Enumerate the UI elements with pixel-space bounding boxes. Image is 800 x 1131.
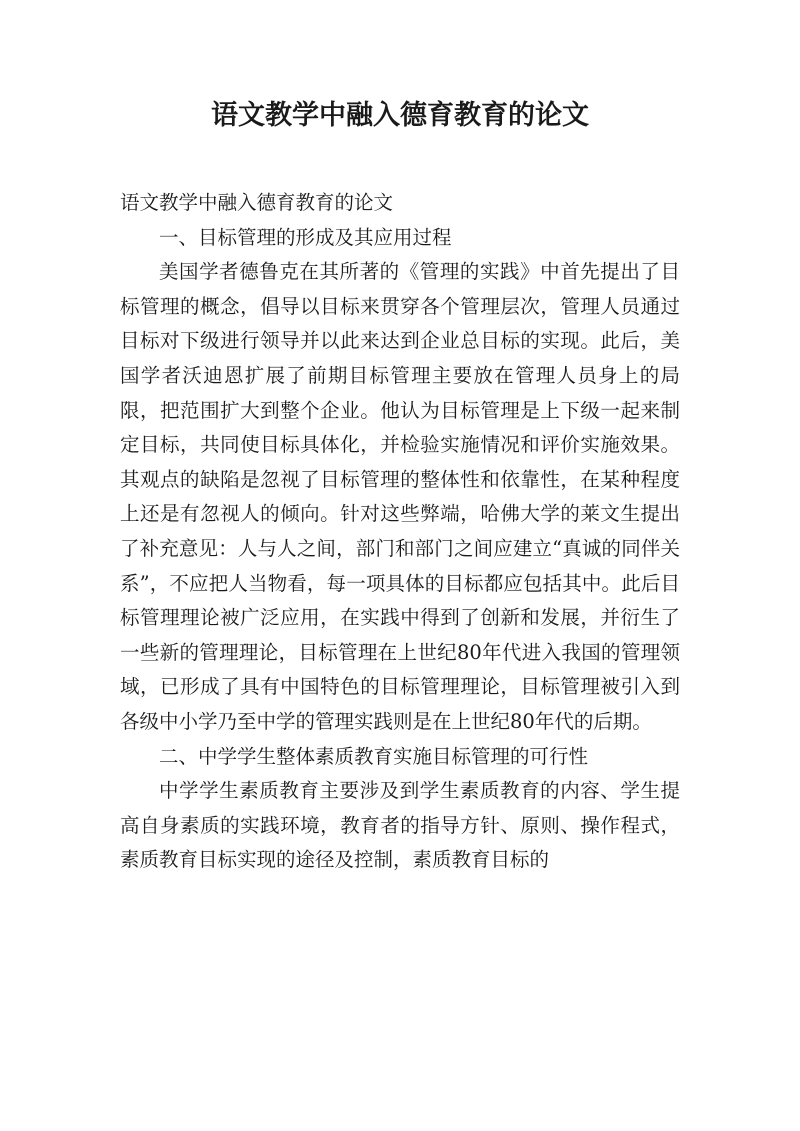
section-heading-2: 二、中学学生整体素质教育实施目标管理的可行性 [159,744,589,768]
document-title: 语文教学中融入德育教育的论文 [211,100,589,131]
body-paragraph: 美国学者德鲁克在其所著的《管理的实践》中首先提出了目标管理的概念，倡导以目标来贯穿各个管理层次，管理人员通过目标对下级进行领导并以此来达到企业总目标的实现。此后，美国学者沃迪恩扩展了前期目标管理主要放在管理人员身上的局限，把范围扩大到整个企业。他认为目标管理是上下级一起来制定目标，共同使目标具体化，并检验实施情况和评价实施效果。其观点的缺陷是忽视了目标管理的整体性和依靠性，在某种程度上还是有忽视人的倾向。针对这些弊端，哈佛大学的莱文生提出了补充意见：人与人之间，部门和部门之间应建立“真诚的同伴关系”，不应把人当物看，每一项具体的目标都应包括其中。此后目标管理理论被广泛应用，在实践中得到了创新和发展，并衍生了一些新的管理理论，目标管理在上世纪80年代进入我国的管理领域，已形成了具有中国特色的目标管理理论，目标管理被引入到各级中小学乃至中学的管理实践则是在上世纪80年代的后期。 [120,260,680,733]
body-paragraph: 中学学生素质教育主要涉及到学生素质教育的内容、学生提高自身素质的实践环境，教育者的指导方针、原则、操作程式，素质教育目标实现的途径及控制，素质教育目标的 [120,779,680,872]
section-heading-1: 一、目标管理的形成及其应用过程 [159,225,452,249]
document-body [120,186,680,878]
body-paragraph-heading: 语文教学中融入德育教育的论文 [120,191,394,214]
